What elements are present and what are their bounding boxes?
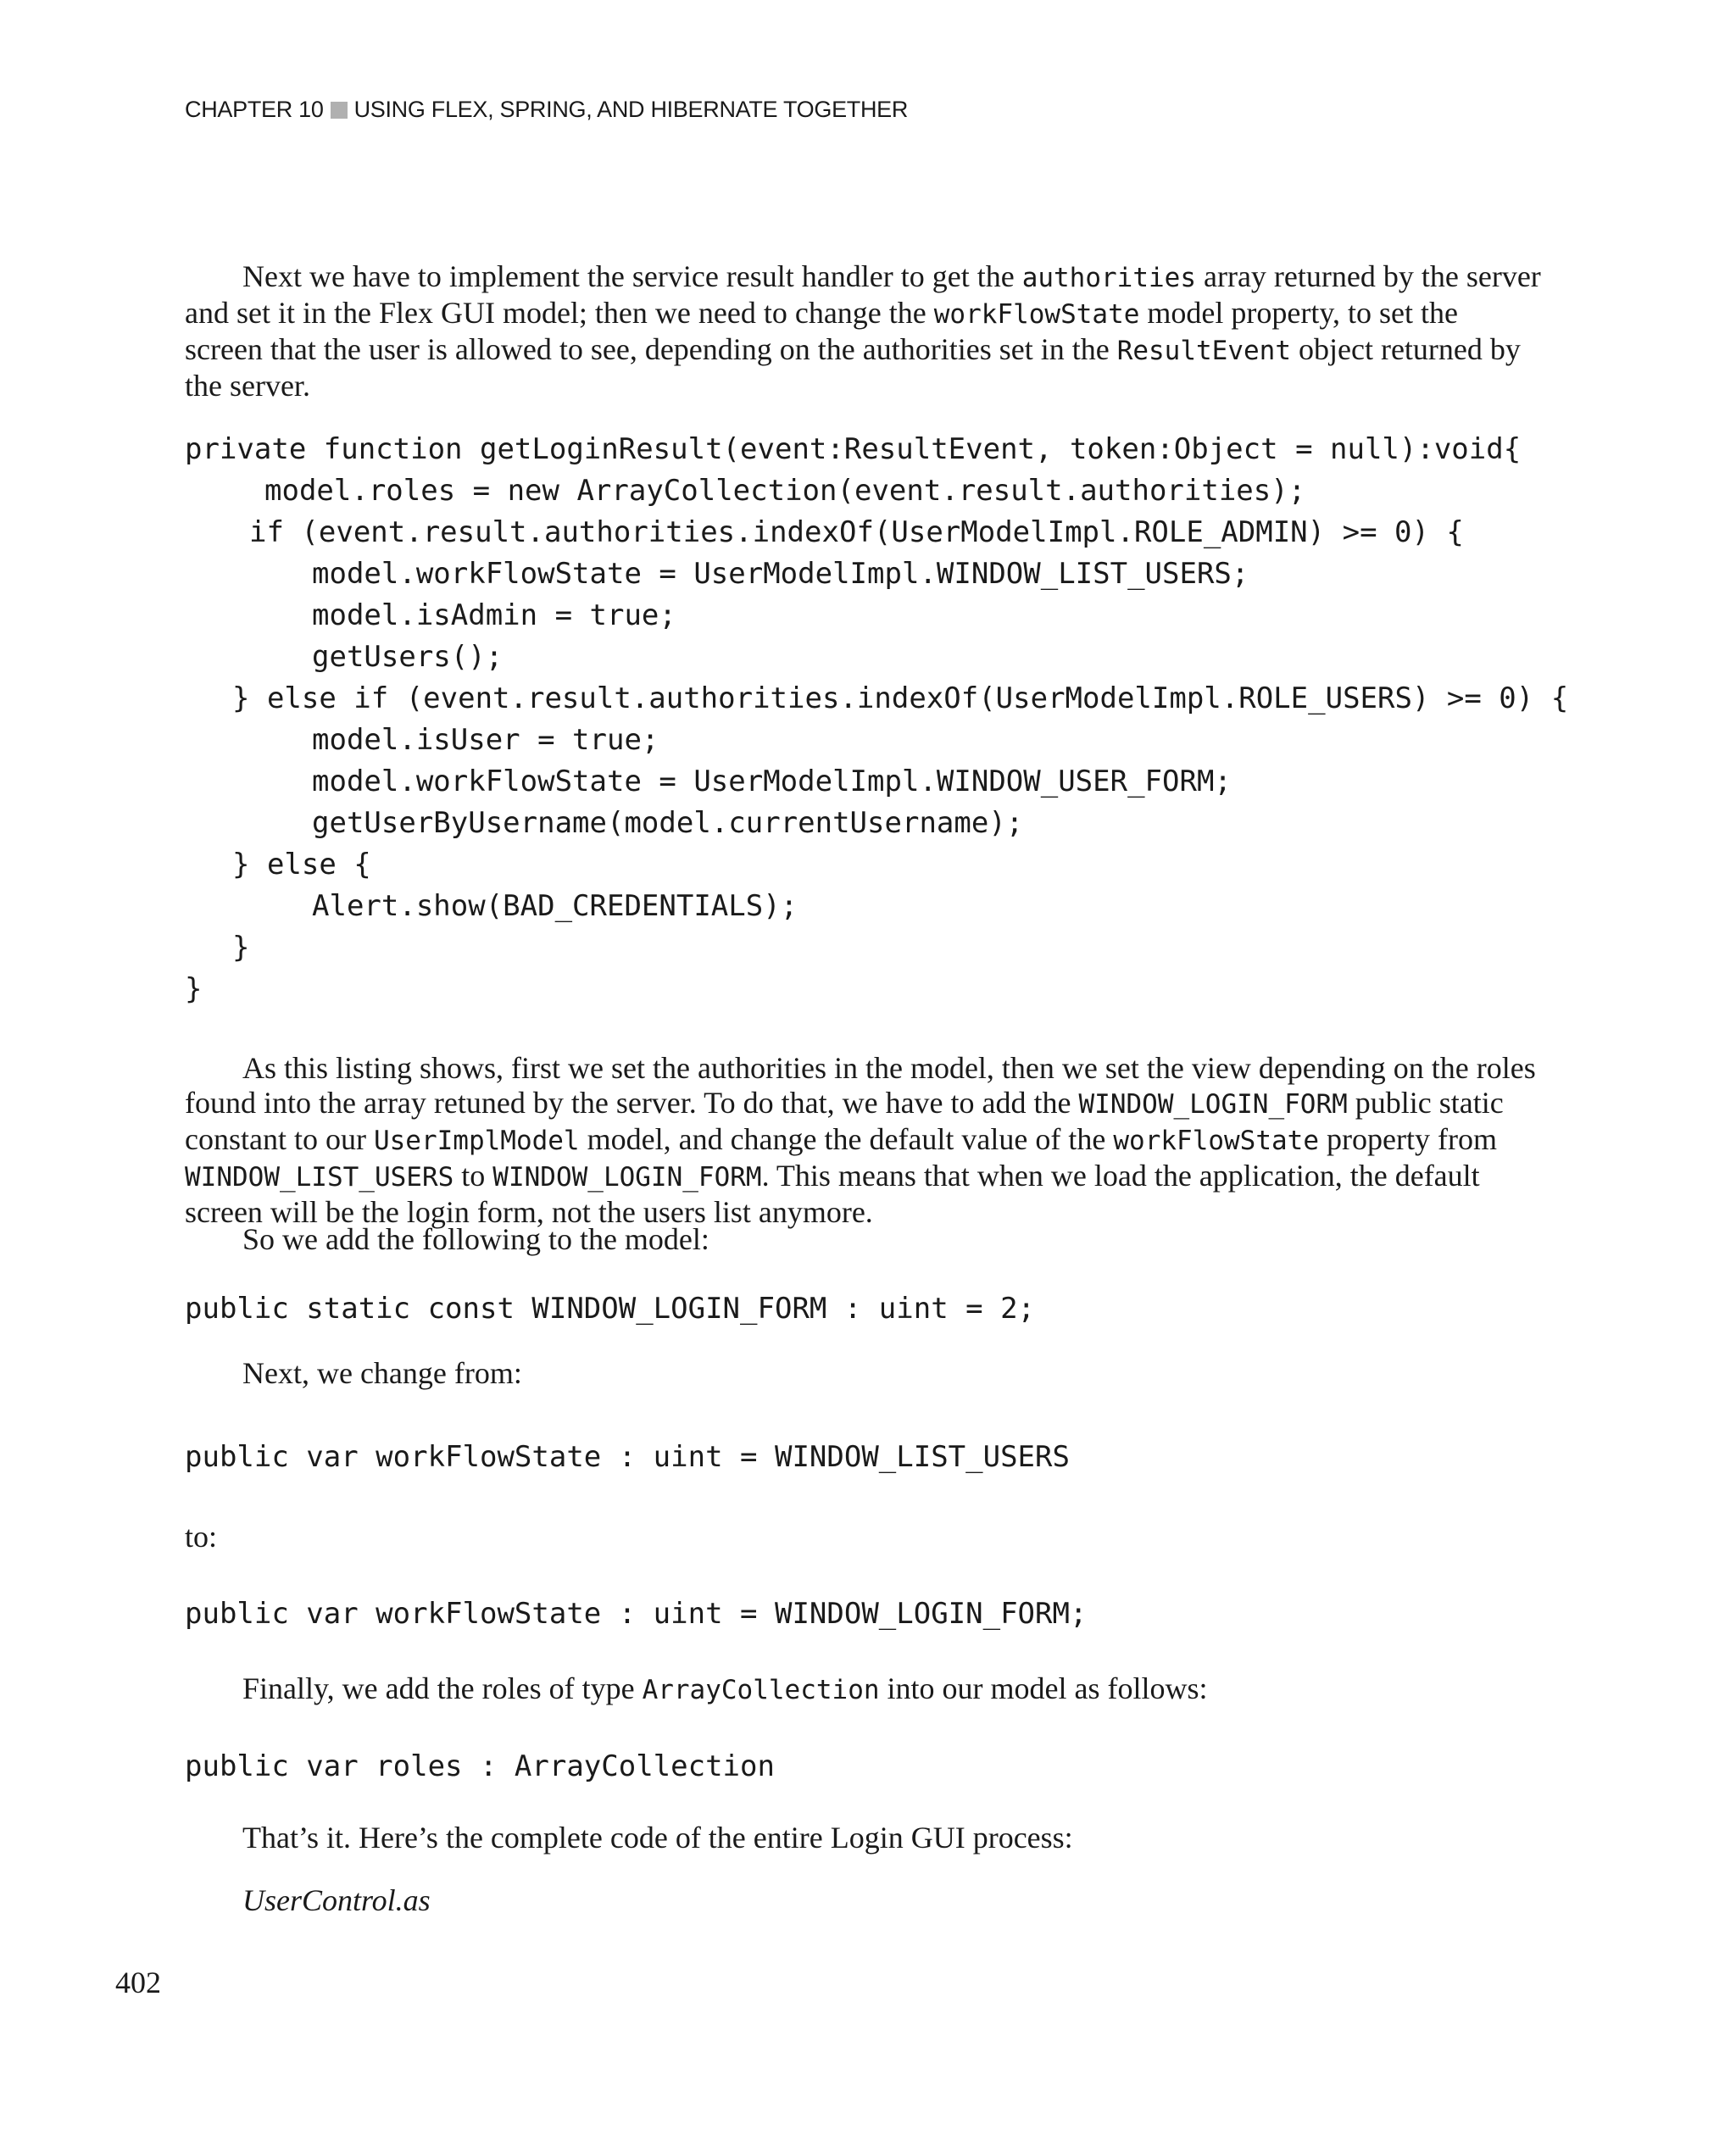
text-run: to bbox=[453, 1159, 493, 1193]
text-run: object returned by the server. bbox=[185, 332, 1521, 403]
inline-code: ArrayCollection bbox=[642, 1675, 880, 1705]
explanation-paragraph bbox=[185, 1051, 1541, 1230]
code-line: } else if (event.result.authorities.indexOf(UserModelImpl.ROLE_USERS) >= 0) { bbox=[232, 681, 1569, 715]
code-workflowstate-to: public var workFlowState : uint = WINDOW_LOGIN_FORM; bbox=[185, 1597, 1088, 1631]
chapter-title: USING FLEX, SPRING, AND HIBERNATE TOGETHER bbox=[353, 97, 909, 122]
code-line: } else { bbox=[232, 848, 371, 881]
code-roles: public var roles : ArrayCollection bbox=[185, 1749, 775, 1783]
text-run: As this listing shows, first we set the authorities in the model, then we set the view depending on the roles found into the array retuned by the server. To do that, we have to add the bbox=[185, 1051, 1536, 1120]
square-separator-icon bbox=[331, 102, 348, 119]
running-head bbox=[185, 97, 908, 123]
code-const-login-form: public static const WINDOW_LOGIN_FORM : uint = 2; bbox=[185, 1292, 1036, 1326]
text-run: Next we have to implement the service result handler to get the bbox=[242, 259, 1022, 293]
thats-it-paragraph: That’s it. Here’s the complete code of the entire Login GUI process: bbox=[242, 1821, 1073, 1855]
code-line: Alert.show(BAD_CREDENTIALS); bbox=[312, 889, 798, 923]
text-run: model property, to set the screen that the user is allowed to see, depending on the authorities set in the bbox=[185, 296, 1458, 366]
code-line: model.isUser = true; bbox=[312, 723, 659, 757]
page-number: 402 bbox=[115, 1966, 161, 1999]
code-line: model.roles = new ArrayCollection(event.result.authorities); bbox=[264, 474, 1306, 508]
inline-code: WINDOW_LIST_USERS bbox=[185, 1162, 454, 1193]
inline-code: UserImplModel bbox=[373, 1126, 580, 1156]
code-line: model.workFlowState = UserModelImpl.WINDOW_USER_FORM; bbox=[312, 765, 1232, 798]
inline-code: WINDOW_LOGIN_FORM bbox=[492, 1162, 762, 1193]
inline-code: workFlowState bbox=[933, 299, 1140, 330]
text-run: array returned by the server and set it in the Flex GUI model; then we need to change the bbox=[185, 259, 1541, 330]
code-line: } bbox=[185, 972, 203, 1006]
code-workflowstate-from: public var workFlowState : uint = WINDOW_LIST_USERS bbox=[185, 1440, 1070, 1474]
text-run: Finally, we add the roles of type bbox=[242, 1671, 643, 1705]
inline-code: ResultEvent bbox=[1116, 336, 1291, 366]
text-run: . This means that when we load the application, the default screen will be the login form, not the users list anymore. bbox=[185, 1159, 1480, 1229]
next-change-paragraph: Next, we change from: bbox=[242, 1356, 522, 1390]
intro-paragraph bbox=[185, 259, 1541, 403]
inline-code: WINDOW_LOGIN_FORM bbox=[1078, 1089, 1348, 1120]
code-line: getUserByUsername(model.currentUsername); bbox=[312, 806, 1024, 840]
code-line: } bbox=[232, 931, 250, 965]
code-line: if (event.result.authorities.indexOf(UserModelImpl.ROLE_ADMIN) >= 0) { bbox=[249, 515, 1464, 549]
code-line: private function getLoginResult(event:ResultEvent, token:Object = null):void{ bbox=[185, 432, 1522, 466]
code-line: model.isAdmin = true; bbox=[312, 598, 676, 632]
code-line: model.workFlowState = UserModelImpl.WINDOW_LIST_USERS; bbox=[312, 557, 1249, 591]
inline-code: workFlowState bbox=[1113, 1126, 1320, 1156]
finally-paragraph bbox=[185, 1671, 1541, 1708]
chapter-label: CHAPTER 10 bbox=[185, 97, 324, 122]
inline-code: authorities bbox=[1021, 263, 1196, 293]
file-heading: UserControl.as bbox=[242, 1883, 431, 1917]
code-line: getUsers(); bbox=[312, 640, 504, 674]
text-run: property from bbox=[1319, 1122, 1497, 1156]
so-we-add-paragraph: So we add the following to the model: bbox=[242, 1222, 709, 1256]
text-run: into our model as follows: bbox=[879, 1671, 1208, 1705]
to-label: to: bbox=[185, 1520, 218, 1554]
text-run: model, and change the default value of the bbox=[579, 1122, 1114, 1156]
text-run: public static constant to our bbox=[185, 1086, 1504, 1156]
